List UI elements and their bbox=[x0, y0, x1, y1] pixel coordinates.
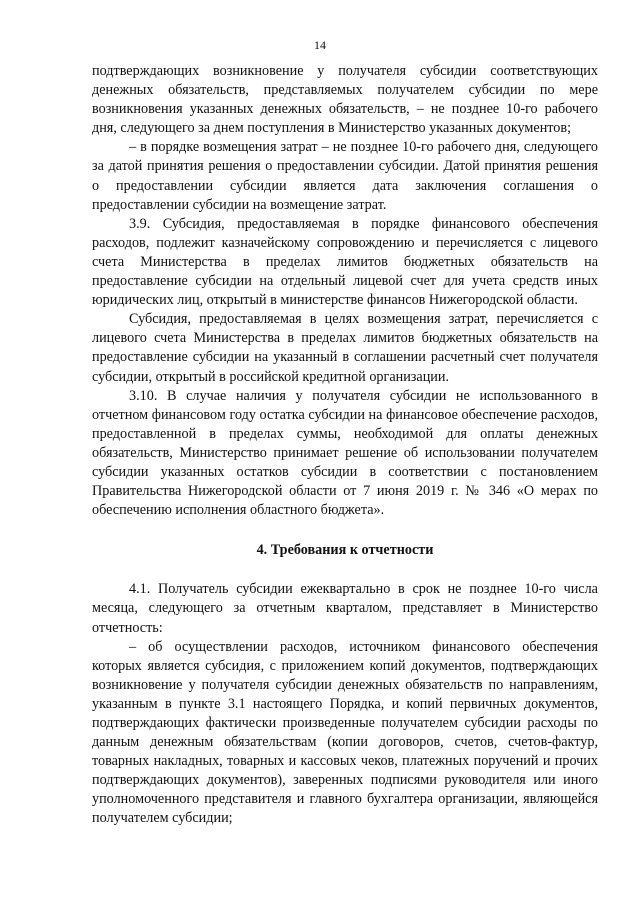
paragraph-reimbursement-term: – в порядке возмещения затрат – не позднее 10-го рабочего дня, следующего за датой принятия решения о предоставлении субсидии. Датой принятия решения о предоставлении субсидии является дата заключения соглашения о предоставлении субсидии на возмещение затрат. bbox=[92, 139, 598, 213]
paragraph-3-9: 3.9. Субсидия, предоставляемая в порядке финансового обеспечения расходов, подлежит казначейскому сопровождению и перечисляется с лицевого счета Министерства в пределах лимитов бюджетных обязательств на предоставление субсидии на отдельный лицевой счет для учета средств иных юридических лиц, открытый в министерстве финансов Нижегородской области. bbox=[92, 215, 598, 309]
paragraph-expenses-report: – об осуществлении расходов, источником финансового обеспечения которых является субсидия, с приложением копий документов, подтверждающих возникновение у получателя субсидии денежных обязательств по направлениям, указанным в пункте 3.1 настоящего Порядка, и копий первичных документов, подтверждающих фактически произведенные получателем субсидии расходы по данным денежным обязательствам (копии договоров, счетов, счетов-фактур, товарных накладных, товарных и кассовых чеков, платежных поручений и прочих подтверждающих документов), заверенных подписями руководителя или иного уполномоченного представителя и главного бухгалтера организации, являющейся получателем субсидии; bbox=[92, 638, 598, 827]
paragraph-4-1: 4.1. Получатель субсидии ежеквартально в срок не позднее 10-го числа месяца, следующего за отчетным кварталом, представляет в Министерство отчетность: bbox=[92, 581, 598, 636]
paragraph-3-10: 3.10. В случае наличия у получателя субсидии не использованного в отчетном финансовом году остатка субсидии на финансовое обеспечение расходов, предоставленной в пределах суммы, необходимой для оплаты денежных обязательств, Министерство принимает решение об использовании получателем субсидии указанных остатков субсидии в соответствии с постановлением Правительства Нижегородской области от 7 июня 2019 г. № 346 «О мерах по обеспечению исполнения областного бюджета». bbox=[92, 387, 598, 519]
paragraph-reimbursement-transfer: Субсидия, предоставляемая в целях возмещения затрат, перечисляется с лицевого счета Министерства в пределах лимитов бюджетных обязательств на предоставление субсидии на указанный в соглашении расчетный счет получателя субсидии, открытый в российской кредитной организации. bbox=[92, 311, 598, 385]
page-number: 14 bbox=[314, 38, 326, 52]
paragraph-continuation: подтверждающих возникновение у получателя субсидии соответствующих денежных обязательств, представляемых получателем субсидии по мере возникновения указанных денежных обязательств, – не позднее 10-го рабочего дня, следующего за днем поступления в Министерство указанных документов; bbox=[92, 63, 598, 137]
section-title: 4. Требования к отчетности bbox=[256, 542, 434, 559]
document-body bbox=[92, 62, 598, 829]
